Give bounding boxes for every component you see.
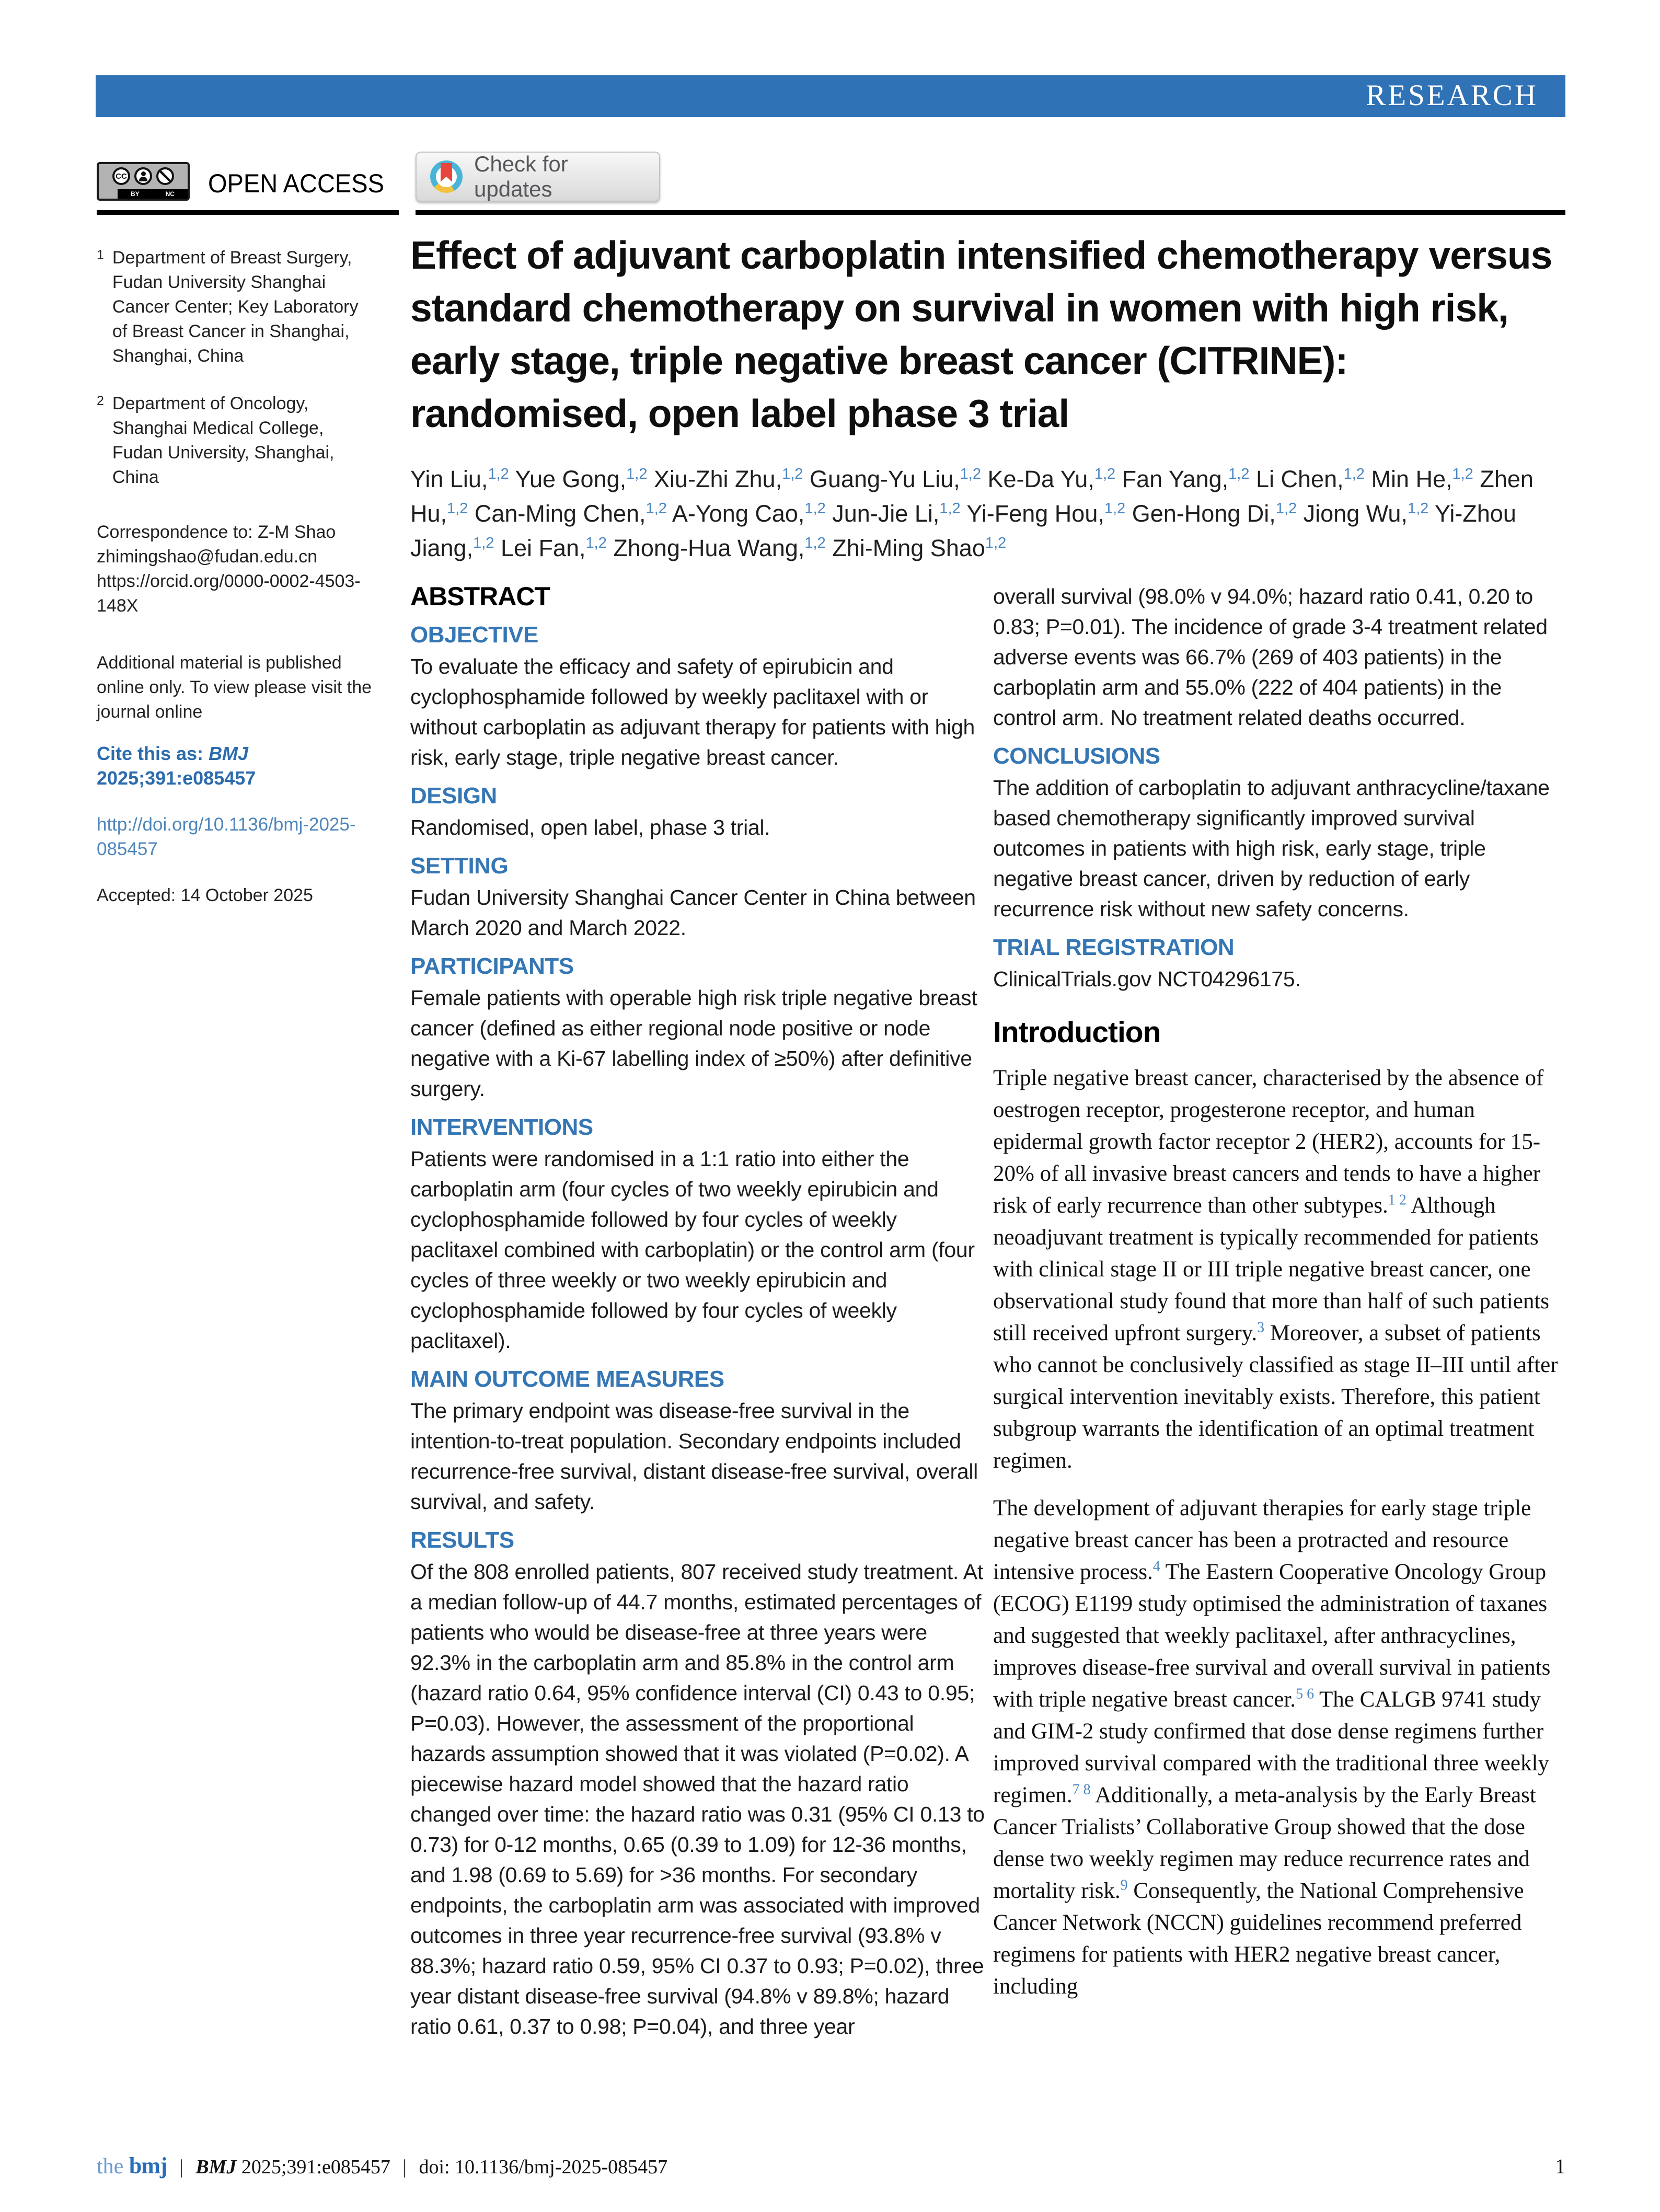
abstract-heading: ABSTRACT (410, 582, 550, 611)
author-name: Gen-Hong Di, (1132, 500, 1276, 527)
author-affiliation-sup: 1,2 (585, 535, 607, 551)
abstract-section-heading: OBJECTIVE (410, 622, 538, 648)
abstract-section-body: Fudan University Shanghai Cancer Center in China between March 2020 and March 2022. (410, 885, 976, 940)
author-affiliation-sup: 1,2 (1407, 500, 1429, 517)
reference-superscript[interactable]: 5 6 (1296, 1686, 1315, 1702)
abstract-section-heading: CONCLUSIONS (993, 743, 1160, 769)
cc-by-person-icon (134, 167, 152, 185)
bmj-logo-bmj: bmj (129, 2153, 167, 2179)
author-name: Guang-Yu Liu, (809, 466, 960, 492)
main-top-rule (416, 210, 1565, 215)
author-affiliation-sup: 1,2 (1104, 500, 1126, 517)
affiliation-list (97, 246, 376, 490)
author-name: Jiong Wu, (1303, 500, 1408, 527)
affiliation-item (97, 391, 376, 490)
author-name: Yi-Feng Hou, (966, 500, 1104, 527)
introduction-paragraph: The development of adjuvant therapies for early stage triple negative breast cancer has been a protracted and resource intensive process.$^4$ The Eastern Cooperative Oncology Group (ECOG) E1199 study optimised the administration of taxanes and suggested that weekly paclitaxel, after anthracyclines, improves disease-free survival and overall survival in patients with triple negative breast cancer.$^{5 6}$ The CALGB 9741 study and GIM-2 study confirmed that dose dense regimens further improved survival compared with the traditional three weekly regimen.$^{7 8}$ Additionally, a meta-analysis by the Early Breast Cancer Trialists’ Collaborative Group showed that the dose dense two weekly regimen may reduce recurrence rates and mortality risk.$^9$ Consequently, the National Comprehensive Cancer Network (NCCN) guidelines recommend preferred regimens for patients with HER2 negative breast cancer, including (993, 1496, 1551, 1999)
cc-by-nc-strip (118, 189, 188, 199)
author-affiliation-sup: 1,2 (985, 535, 1007, 551)
doi-link[interactable]: http://doi.org/10.1136/bmj-2025-085457 (97, 814, 356, 859)
abstract-section-body: The primary endpoint was disease-free survival in the intention-to-treat population. Secondary endpoints included recurrence-free survival, distant disease-free survival, overall survival, and safety. (410, 1399, 978, 1514)
sidebar-top-rule (97, 210, 399, 215)
affiliation-text: Department of Oncology, Shanghai Medical College, Fudan University, Shanghai, China (112, 394, 335, 487)
research-banner (96, 75, 1565, 117)
research-banner-label: RESEARCH (1366, 79, 1538, 112)
author-name: Li Chen, (1256, 466, 1344, 492)
sidebar (97, 246, 376, 908)
cite-label: Cite this as: (97, 743, 209, 764)
footer-doi: doi: 10.1136/bmj-2025-085457 (419, 2156, 668, 2178)
author-affiliation-sup: 1,2 (960, 466, 981, 482)
author-name: Zhi-Ming Shao (832, 535, 985, 561)
author-name: Can-Ming Chen, (474, 500, 646, 527)
author-name: Yue Gong, (515, 466, 627, 492)
abstract-section-body: Patients were randomised in a 1:1 ratio into either the carboplatin arm (four cycles of two weekly epirubicin and cyclophosphamide followed by four cycles of weekly paclitaxel combined with carboplatin) or the control arm (four cycles of three weekly or two weekly epirubicin and cyclophosphamide followed by four cycles of weekly paclitaxel). (410, 1147, 975, 1353)
abstract-section-heading: TRIAL REGISTRATION (993, 935, 1235, 960)
author-name: Lei Fan, (500, 535, 586, 561)
abstract-section-heading: PARTICIPANTS (410, 953, 574, 979)
author-name: Min He, (1371, 466, 1453, 492)
abstract-section-body: Randomised, open label, phase 3 trial. (410, 815, 770, 839)
abstract-section-body: Female patients with operable high risk triple negative breast cancer (defined as either regional node positive or node negative with a Ki-67 labelling index of ≥50%) after definitive surgery. (410, 986, 977, 1101)
author-affiliation-sup: 1,2 (1228, 466, 1250, 482)
cc-license-badge[interactable] (97, 162, 190, 201)
abstract-section-body: Of the 808 enrolled patients, 807 received study treatment. At a median follow-up of 44.7 months, estimated percentages of patients who would be disease-free at three years were 92.3% in the carboplatin arm and 85.8% in the control arm (hazard ratio 0.64, 95% confidence interval (CI) 0.43 to 0.95; P=0.03). However, the assessment of the proportional hazards assumption showed that it was violated (P=0.02). A piecewise hazard model showed that the hazard ratio changed over time: the hazard ratio was 0.31 (95% CI 0.13 to 0.73) for 0-12 months, 0.65 (0.39 to 1.09) for 12-36 months, and 1.98 (0.69 to 5.69) for >36 months. For secondary endpoints, the carboplatin arm was associated with improved outcomes in three year recurrence-free survival (93.8% v 88.3%; hazard ratio 0.59, 95% CI 0.37 to 0.93; P=0.02), three year distant disease-free survival (94.8% v 89.8%; hazard ratio 0.61, 0.37 to 0.98; P=0.04), and three year (410, 1560, 985, 2038)
correspondence-email[interactable]: zhimingshao@fudan.edu.cn (97, 547, 318, 567)
abstract-sections-right (993, 743, 1568, 994)
crossmark-icon (430, 160, 463, 193)
footer-separator: | (179, 2156, 183, 2178)
author-affiliation-sup: 1,2 (1452, 466, 1473, 482)
author-affiliation-sup: 1,2 (447, 500, 468, 517)
author-name: Fan Yang, (1122, 466, 1229, 492)
abstract-column-left (410, 581, 986, 2042)
check-for-updates-label: Check for updates (474, 152, 568, 201)
abstract-section-heading: MAIN OUTCOME MEASURES (410, 1366, 724, 1392)
introduction-heading: Introduction (993, 1016, 1161, 1049)
bmj-logo-the: the (97, 2155, 129, 2179)
orcid-link[interactable]: https://orcid.org/0000-0002-4503-148X (97, 571, 361, 616)
author-name: Yi-Zhou Jiang, (410, 500, 1516, 561)
abstract-column-right (993, 581, 1568, 2018)
author-name: A-Yong Cao, (672, 500, 805, 527)
reference-superscript[interactable]: 3 (1257, 1319, 1265, 1336)
abstract-results-continued: overall survival (98.0% v 94.0%; hazard ratio 0.41, 0.20 to 0.83; P=0.01). The incidence of grade 3-4 treatment related adverse events was 66.7% (269 of 403 patients) in the carboplatin arm and 55.0% (222 of 404 patients) in the control arm. No treatment related deaths occurred. (993, 584, 1548, 730)
correspondence-block (97, 520, 376, 618)
footer-citation (97, 2152, 667, 2179)
author-affiliation-sup: 1,2 (1275, 500, 1297, 517)
footer-cite: BMJ 2025;391:e085457 (195, 2156, 390, 2178)
reference-superscript[interactable]: 7 8 (1072, 1781, 1091, 1798)
reference-superscript[interactable]: 4 (1152, 1558, 1160, 1575)
cc-nc-dollar-icon (156, 167, 174, 185)
author-affiliation-sup: 1,2 (488, 466, 509, 482)
reference-superscript[interactable]: 9 (1120, 1877, 1128, 1894)
cite-ref: 2025;391:e085457 (97, 767, 256, 789)
introduction-paragraphs (993, 1062, 1568, 2002)
abstract-section-body: To evaluate the efficacy and safety of epirubicin and cyclophosphamide followed by weekly paclitaxel with or without carboplatin as adjuvant therapy for patients with high risk, early stage, triple negative breast cancer. (410, 654, 975, 769)
abstract-section-body: The addition of carboplatin to adjuvant anthracycline/taxane based chemotherapy significantly improved survival outcomes in patients with high risk, early stage, triple negative breast cancer, driven by reduction of early recurrence risk without new safety concerns. (993, 776, 1550, 921)
author-affiliation-sup: 1,2 (804, 535, 826, 551)
cc-icon: CC (112, 167, 130, 185)
affiliation-item (97, 246, 376, 368)
affiliation-marker: 1 (97, 248, 104, 262)
abstract-section-heading: INTERVENTIONS (410, 1114, 593, 1140)
author-affiliation-sup: 1,2 (939, 500, 961, 517)
abstract-section-heading: RESULTS (410, 1527, 514, 1553)
introduction-paragraph: Triple negative breast cancer, characterised by the absence of oestrogen receptor, progesterone receptor, and human epidermal growth factor receptor 2 (HER2), accounts for 15-20% of all invasive breast cancers and tends to have a higher risk of early recurrence than other subtypes.$^{1 2}$ Although neoadjuvant treatment is typically recommended for patients with clinical stage II or III triple negative breast cancer, one observational study found that more than half of such patients still received upfront surgery.$^3$ Moreover, a subset of patients who cannot be conclusively classified as stage II–III until after surgical intervention inevitably exists. Therefore, this patient subgroup warrants the identification of an optimal treatment regimen. (993, 1066, 1558, 1473)
reference-superscript[interactable]: 1 2 (1388, 1192, 1407, 1208)
cite-journal: BMJ (209, 743, 249, 764)
author-affiliation-sup: 1,2 (804, 500, 826, 517)
cc-nc-label: NC (165, 190, 175, 198)
footer-separator: | (402, 2156, 407, 2178)
check-for-updates-button[interactable] (416, 152, 660, 202)
article-title: Effect of adjuvant carboplatin intensified chemotherapy versus standard chemotherapy on survival in women with high risk, early stage, triple negative breast cancer (CITRINE): randomised, open label phase 3 trial (410, 233, 1552, 435)
accepted-date: Accepted: 14 October 2025 (97, 885, 313, 905)
author-name: Zhong-Hua Wang, (613, 535, 805, 561)
footer (97, 2152, 1565, 2179)
author-affiliation-sup: 1,2 (645, 500, 667, 517)
author-affiliation-sup: 1,2 (1343, 466, 1365, 482)
additional-material-note: Additional material is published online only. To view please visit the journal online (97, 653, 372, 722)
abstract-section-body: ClinicalTrials.gov NCT04296175. (993, 967, 1301, 991)
author-name: Ke-Da Yu, (987, 466, 1094, 492)
author-affiliation-sup: 1,2 (1094, 466, 1116, 482)
cite-this-as (97, 741, 376, 790)
affiliation-text: Department of Breast Surgery, Fudan University Shanghai Cancer Center; Key Laboratory of Breast Cancer in Shanghai, Shanghai, China (112, 248, 359, 366)
author-name: Zhen Hu, (410, 466, 1534, 527)
abstract-section-heading: SETTING (410, 853, 509, 879)
author-affiliation-sup: 1,2 (473, 535, 494, 551)
abstract-section-heading: DESIGN (410, 783, 497, 809)
author-name: Xiu-Zhi Zhu, (654, 466, 782, 492)
author-affiliation-sup: 1,2 (626, 466, 648, 482)
author-list (410, 462, 1571, 566)
affiliation-marker: 2 (97, 394, 104, 408)
open-access-label: OPEN ACCESS (208, 169, 384, 198)
author-name: Jun-Jie Li, (832, 500, 940, 527)
author-name: Yin Liu, (410, 466, 488, 492)
author-affiliation-sup: 1,2 (782, 466, 803, 482)
correspondence-label: Correspondence to: Z-M Shao (97, 522, 336, 542)
page-number: 1 (1555, 2155, 1565, 2178)
cc-by-label: BY (130, 190, 140, 198)
abstract-sections-left (410, 622, 986, 2042)
